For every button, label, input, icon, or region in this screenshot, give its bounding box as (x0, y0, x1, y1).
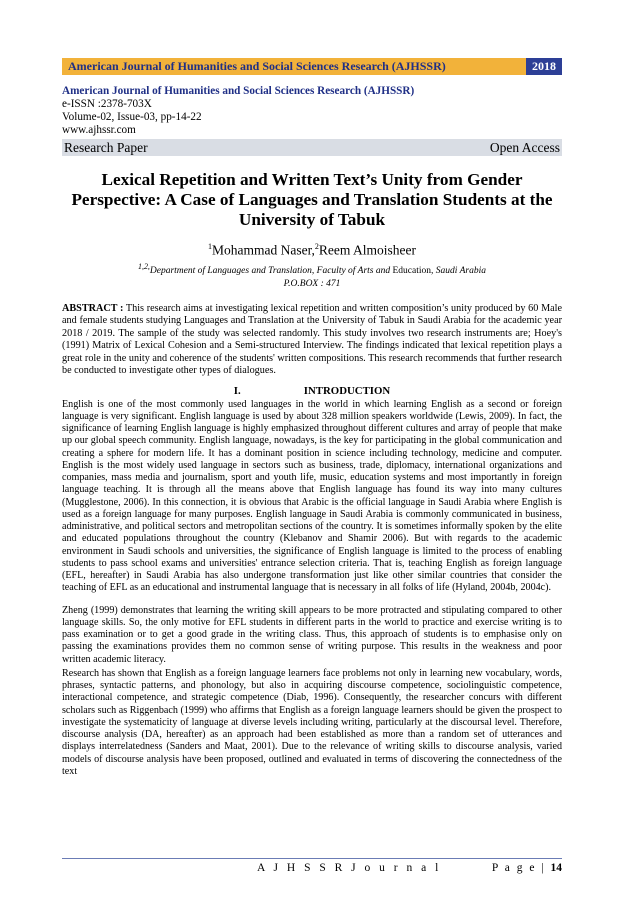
author2-sup: 2 (314, 242, 319, 251)
paragraph-2: Zheng (1999) demonstrates that learning the writing skill appears to be more protracted and stipulating compared to other language skills. So, the only motive for EFL students in different parts in the world to practice and exercise writing is to pass examination or to get a good grade in the writing class. Thus, this approach of students is to emphasise only on passing the examinations provides them no common sense of writing purpose. This results in the weakness and poor written academic literacy. (62, 604, 562, 665)
journal-issn: e-ISSN :2378-703X (62, 98, 152, 110)
running-header-year: 2018 (526, 58, 562, 75)
journal-name: American Journal of Humanities and Social Sciences Research (AJHSSR) (62, 85, 415, 97)
po-box: P.O.BOX : 471 (283, 278, 341, 289)
affiliation-sup: 1,2, (138, 261, 150, 271)
journal-info (62, 85, 562, 137)
access-type: Open Access (489, 139, 560, 155)
author1: Mohammad Naser, (211, 242, 315, 258)
footer-page (492, 862, 562, 874)
footer-page-number: 14 (550, 862, 562, 874)
page (62, 58, 562, 778)
section-heading (62, 385, 562, 397)
journal-website: www.ajhssr.com (62, 124, 136, 136)
author2: Reem Almoisheer (318, 242, 417, 258)
affiliation-roman: Education (392, 265, 431, 276)
paper-type: Research Paper (64, 139, 148, 155)
abstract (62, 303, 562, 378)
authors (62, 242, 562, 259)
affiliation-text: Department of Languages and Translation, Faculty of Arts and (149, 265, 393, 276)
footer-page-label: P a g e | (491, 862, 551, 874)
paragraph-3: Research has shown that English as a foreign language learners face problems not only in learning new vocabulary, words, phrases, syntactic patterns, and phonology, but also in acquiring discourse competence, sociolinguistic competence, interactional competence, and strategic competence (Diab, 1996). Consequently, the researcher concurs with different scholars such as Riggenbach (1999) who affirms that English as a foreign language learners should be given the prospect to investigate the systematicity of language at diverse levels including writing, particularly at the discoursal level. Therefore, discourse analysis (DA, hereafter) as an approach had been established as more than a random set of utterances and displays interrelatedness (Sanders and Maat, 2001). Due to the relevance of writing skills to discourse analysis, varied models of discourse analysis have been proposed, outlined and evaluated in terms of discovering the connectedness of the text (62, 667, 562, 777)
page-footer (62, 858, 562, 874)
running-header-journal: American Journal of Humanities and Social Sciences Research (AJHSSR) (68, 59, 446, 73)
running-header (62, 58, 562, 75)
paper-type-bar (62, 139, 562, 156)
section-number: I. (233, 384, 241, 397)
paragraph-1: English is one of the most commonly used languages in the world in which learning English as a second or foreign language is very significant. English language is used by about 328 million speakers worldwide (Lewis, 2009). In fact, the significance of learning English language is highly emphasized throughout different cultures and array of people that make up our global speech community. English language, nowadays, is the key for participating in the global communication and creating a sphere for modern life. It has a dominant position in science including technology, medicine and computer. English is the most widely used language in sectors such as business, trade, diplomacy, international organizations and companies, mass media and journalism, sport and youth life, music, education systems and most importantly in foreign language teaching. It is through all the means above that English language has found its way into many cultures (Mugglestone, 2006). In this connection, it is obvious that Arabic is the official language in Saudi Arabia where English is used as a foreign language for many purposes. English language in Saudi Arabia is commonly communicated in business, administrative, and political sectors and metropolitan sections of the country. It is sometimes informally spoken by the elite and educated populations throughout the country (Klebanov and Shamir 2006). But with regards to the academic environment in Saudi schools and universities, the significance of English language is limited to the process of enabling students to pass school exams and universities' entrance selection criteria. That is, teaching English as foreign language (EFL, hereafter) in Saudi Arabia has also undergone transformation just like other similar countries that consider the teaching of EFL as an educational and instrumental language that is necessary in all folks of life (Hyland, 2004b, 2004c). (62, 398, 562, 594)
affiliation (62, 262, 562, 276)
author1-sup: 1 (207, 242, 212, 251)
paper-title: Lexical Repetition and Written Text’s Unity from Gender Perspective: A Case of Languages and Translation Students at the University of Tabuk (71, 170, 553, 229)
footer-journal: A J H S S R J o u r n a l (257, 862, 442, 874)
section-title: INTRODUCTION (303, 384, 391, 397)
abstract-label: ABSTRACT : (62, 302, 124, 314)
journal-volume: Volume-02, Issue-03, pp-14-22 (62, 111, 202, 123)
affiliation-end: , Saudi Arabia (431, 265, 486, 276)
abstract-text: This research aims at investigating lexical repetition and written composition’s unity produced by 60 Male and female students studying Languages and Translation at the University of Tabuk in Saudi Arabia for the academic year 2018 / 2019. The sample of the study was selected randomly. This study involves two research instruments are; Hoey's (1991) Matrix of Lexical Cohesion and a Semi-structured Interview. The findings indicated that lexical repetition plays a great role in the unity and coherence of the students' written compositions. This research recommends that further research be conducted to investigate other types of dialogues. (62, 302, 563, 377)
